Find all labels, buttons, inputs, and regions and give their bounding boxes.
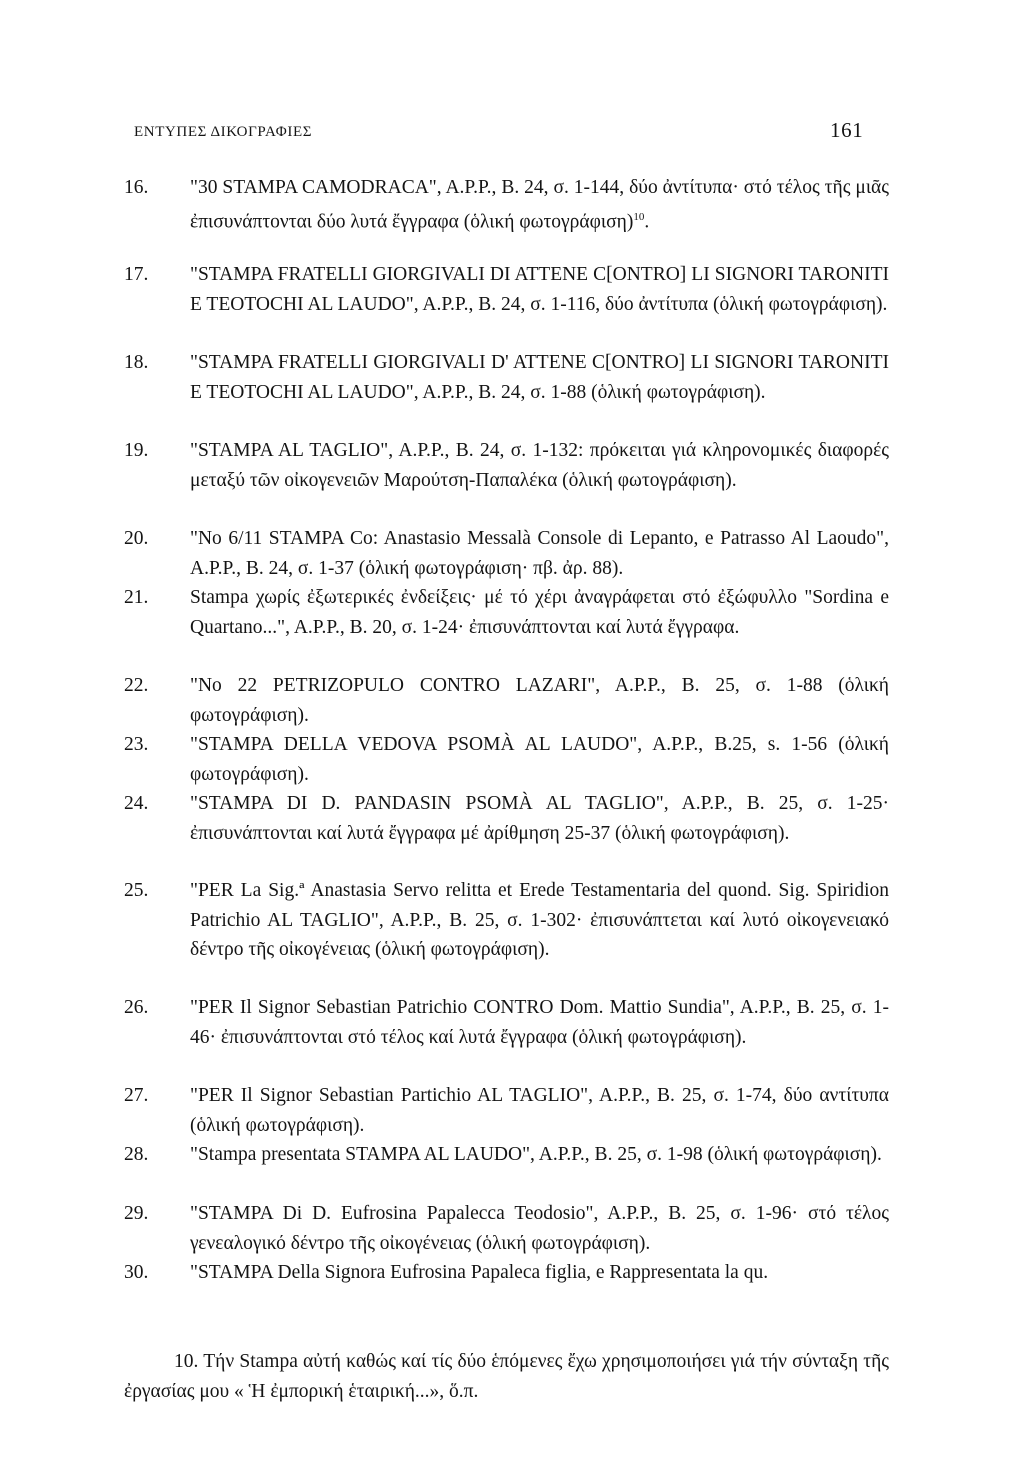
list-item-27 — [124, 1081, 889, 1140]
running-header: ΕΝΤΥΠΕΣ ΔΙΚΟΓΡΑΦΙΕΣ — [134, 124, 313, 140]
list-item-19 — [124, 436, 889, 495]
item-number: 29. — [124, 1203, 149, 1224]
item-number: 19. — [124, 440, 149, 461]
item-number: 26. — [124, 997, 149, 1018]
item-number: 27. — [124, 1085, 149, 1106]
item-text: "30 STAMPA CAMODRACA", A.P.P., B. 24, σ. 1-144, δύο ἀντίτυπα· στό τέλος τῆς μιᾶς ἐπισυνάπτονται δύο λυτά ἔγγραφα (ὁλική φωτογράφιση)$^{10}$. — [190, 177, 889, 233]
item-text: "No 22 PETRIZOPULO CONTRO LAZARI", A.P.P., B. 25, σ. 1-88 (ὁλική φωτογράφιση). — [190, 675, 889, 726]
item-text: "PER Il Signor Sebastian Partichio AL TAGLIO", A.P.P., B. 25, σ. 1-74, δύο αντίτυπα (ὁλική φωτογράφιση). — [190, 1085, 889, 1136]
list-item-16 — [124, 173, 889, 237]
item-number: 24. — [124, 793, 149, 814]
list-item-28 — [124, 1140, 889, 1170]
page-number: 161 — [830, 118, 864, 142]
list-item-21 — [124, 583, 889, 642]
list-item-24 — [124, 789, 889, 848]
list-item-26 — [124, 993, 889, 1052]
footnote-number: 10. — [174, 1351, 199, 1372]
item-number: 18. — [124, 352, 149, 373]
item-number: 23. — [124, 734, 149, 755]
list-item-17 — [124, 260, 889, 319]
item-text: "PER Il Signor Sebastian Patrichio CONTRO Dom. Mattio Sundia", A.P.P., B. 25, σ. 1-46· ἐπισυνάπτονται στό τέλος καί λυτά ἔγγραφα (ὁλική φωτογράφιση). — [190, 997, 889, 1048]
item-text: "STAMPA FRATELLI GIORGIVALI D' ATTENE C[ONTRO] LI SIGNORI TARONITI E TEOTOCHI AL LAUDO", A.P.P., B. 24, σ. 1-88 (ὁλική φωτογράφιση). — [190, 352, 889, 403]
list-item-25 — [124, 876, 889, 965]
footnote-text: Τήν Stampa αὐτή καθώς καί τίς δύο ἑπόμενες ἔχω χρησιμοποιήσει γιά τήν σύνταξη τῆς ἐργασίας μου « Ἡ ἐμπορική ἑταιρική...», ὅ.π. — [124, 1351, 889, 1402]
item-text: "PER La Sig.ª Anastasia Servo relitta et Erede Testamentaria del quond. Sig. Spiridion Patrichio AL TAGLIO", A.P.P., B. 25, σ. 1-302· ἐπισυνάπτεται καί λυτό οἰκογενειακό δέντρο τῆς οἰκογένειας (ὁλική φωτογράφιση). — [190, 880, 889, 961]
item-number: 21. — [124, 587, 149, 608]
footnote — [124, 1347, 889, 1407]
item-text: "STAMPA AL TAGLIO", A.P.P., B. 24, σ. 1-132: πρόκειται γιά κληρονομικές διαφορές μεταξύ τῶν οἰκογενειῶν Μαρούτση-Παπαλέκα (ὁλική φωτογράφιση). — [190, 440, 889, 491]
item-text: "STAMPA DI D. PANDASIN PSOMÀ AL TAGLIO", A.P.P., B. 25, σ. 1-25· ἐπισυνάπτονται καί λυτά ἔγγραφα μέ ἀρίθμηση 25-37 (ὁλική φωτογράφιση). — [190, 793, 889, 844]
item-text: "STAMPA FRATELLI GIORGIVALI DI ATTENE C[ONTRO] LI SIGNORI TARONITI E TEOTOCHI AL LAUDO", A.P.P., B. 24, σ. 1-116, δύο ἀντίτυπα (ὁλική φωτογράφιση). — [190, 264, 889, 315]
item-number: 16. — [124, 177, 149, 198]
list-item-18 — [124, 348, 889, 407]
item-number: 30. — [124, 1262, 149, 1283]
footnote-ref: 10 — [633, 210, 645, 223]
item-number: 20. — [124, 528, 149, 549]
item-text: "STAMPA Di D. Eufrosina Papalecca Teodosio", A.P.P., B. 25, σ. 1-96· στό τέλος γενεαλογικό δέντρο τῆς οἰκογένειας (ὁλική φωτογράφιση). — [190, 1203, 889, 1254]
item-text: "STAMPA Della Signora Eufrosina Papaleca figlia, e Rappresentata la qu. — [190, 1262, 769, 1283]
list-item-29 — [124, 1199, 889, 1258]
item-number: 22. — [124, 675, 149, 696]
item-number: 28. — [124, 1144, 149, 1165]
item-text: Stampa χωρίς ἐξωτερικές ἐνδείξεις· μέ τό χέρι ἀναγράφεται στό ἐξώφυλλο "Sordina e Quartano...", A.P.P., B. 20, σ. 1-24· ἐπισυνάπτονται καί λυτά ἔγγραφα. — [190, 587, 889, 638]
list-item-30 — [124, 1258, 889, 1288]
list-item-22 — [124, 671, 889, 730]
list-item-23 — [124, 730, 889, 789]
item-text: "STAMPA DELLA VEDOVA PSOMÀ AL LAUDO", A.P.P., B.25, s. 1-56 (ὁλική φωτογράφιση). — [190, 734, 889, 785]
item-text: "No 6/11 STAMPA Co: Anastasio Messalà Console di Lepanto, e Patrasso Al Laoudo", A.P.P., B. 24, σ. 1-37 (ὁλική φωτογράφιση· πβ. ἀρ. 88). — [190, 528, 889, 579]
item-text: "Stampa presentata STAMPA AL LAUDO", A.P.P., B. 25, σ. 1-98 (ὁλική φωτογράφιση). — [190, 1144, 882, 1165]
list-item-20 — [124, 524, 889, 583]
item-number: 25. — [124, 880, 149, 901]
item-number: 17. — [124, 264, 149, 285]
